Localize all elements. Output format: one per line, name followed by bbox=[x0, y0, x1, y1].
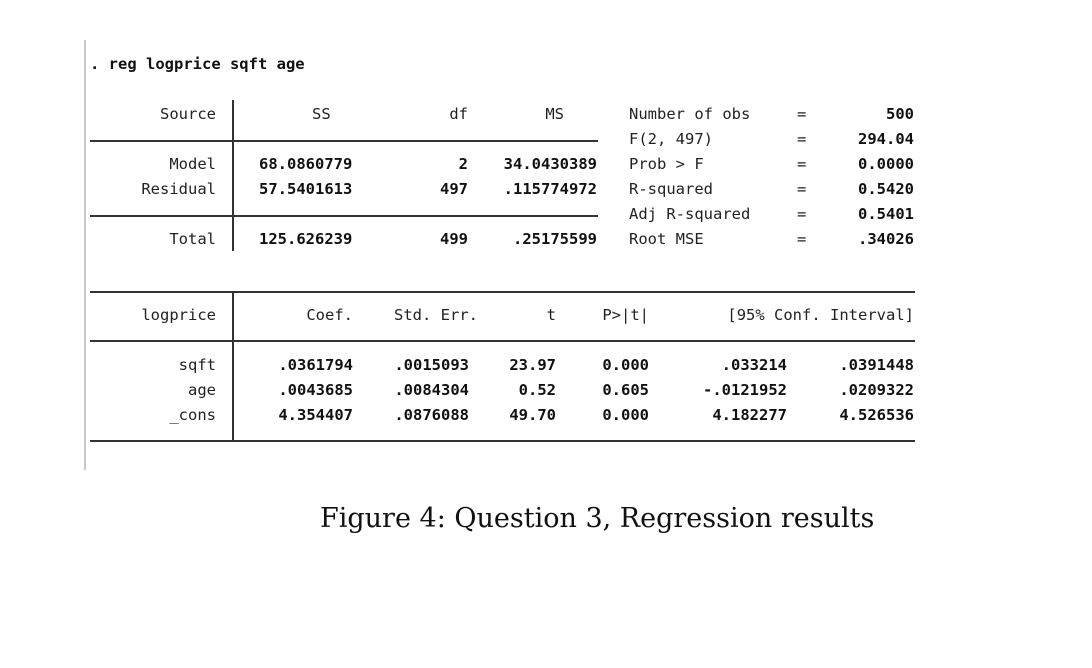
coef-row-var: age bbox=[188, 381, 216, 399]
stat-label: R-squared bbox=[629, 180, 713, 198]
anova-row-ms: 34.0430389 bbox=[503, 155, 597, 173]
stat-value: 0.0000 bbox=[858, 155, 914, 173]
coef-row-se: .0084304 bbox=[394, 381, 469, 399]
stat-label: Adj R-squared bbox=[629, 205, 751, 223]
coef-top-rule bbox=[90, 291, 915, 293]
stat-label: Root MSE bbox=[629, 230, 704, 248]
stat-equals: = bbox=[797, 230, 807, 248]
coef-header-coef: Coef. bbox=[306, 306, 353, 324]
anova-row-source: Residual bbox=[141, 180, 216, 198]
coef-row-t: 49.70 bbox=[509, 406, 556, 424]
anova-total-rule bbox=[90, 215, 598, 217]
coef-row-coef: .0361794 bbox=[278, 356, 353, 374]
stat-value: 294.04 bbox=[858, 130, 914, 148]
anova-header-df: df bbox=[449, 105, 468, 123]
stat-equals: = bbox=[797, 205, 807, 223]
coef-header-ci: [95% Conf. Interval] bbox=[727, 306, 914, 324]
coef-row-p: 0.000 bbox=[602, 356, 649, 374]
coef-header-rule bbox=[90, 340, 915, 342]
coef-row-var: _cons bbox=[169, 406, 216, 424]
anova-row-ss: 57.5401613 bbox=[259, 180, 353, 198]
anova-header-source: Source bbox=[160, 105, 216, 123]
coef-row-se: .0015093 bbox=[394, 356, 469, 374]
stat-value: 0.5401 bbox=[858, 205, 914, 223]
anova-header-ss: SS bbox=[312, 105, 331, 123]
coef-row-var: sqft bbox=[178, 356, 216, 374]
stat-value: 0.5420 bbox=[858, 180, 914, 198]
anova-total-ms: .25175599 bbox=[513, 230, 597, 248]
figure-caption: Figure 4: Question 3, Regression results bbox=[320, 503, 875, 534]
coef-header-depvar: logprice bbox=[141, 306, 216, 324]
anova-vertical-rule bbox=[232, 100, 234, 251]
coef-row-coef: .0043685 bbox=[278, 381, 353, 399]
coef-header-p: P>|t| bbox=[602, 306, 649, 324]
stat-equals: = bbox=[797, 180, 807, 198]
stata-command: . reg logprice sqft age bbox=[90, 55, 305, 73]
coef-row-se: .0876088 bbox=[394, 406, 469, 424]
anova-header-rule bbox=[90, 140, 598, 142]
coef-row-ci-high: 4.526536 bbox=[839, 406, 914, 424]
anova-row-ss: 68.0860779 bbox=[259, 155, 353, 173]
stat-equals: = bbox=[797, 130, 807, 148]
coef-row-ci-low: 4.182277 bbox=[712, 406, 787, 424]
coef-vertical-rule bbox=[232, 291, 234, 441]
anova-total-df: 499 bbox=[440, 230, 468, 248]
stat-label: Prob > F bbox=[629, 155, 704, 173]
anova-row-source: Model bbox=[169, 155, 216, 173]
coef-header-se: Std. Err. bbox=[394, 306, 478, 324]
anova-total-source: Total bbox=[169, 230, 216, 248]
anova-row-df: 2 bbox=[458, 155, 468, 173]
anova-row-df: 497 bbox=[440, 180, 468, 198]
anova-total-ss: 125.626239 bbox=[259, 230, 353, 248]
coef-row-t: 0.52 bbox=[518, 381, 556, 399]
coef-row-p: 0.605 bbox=[602, 381, 649, 399]
anova-row-ms: .115774972 bbox=[503, 180, 597, 198]
coef-bottom-rule bbox=[90, 440, 915, 442]
stat-value: .34026 bbox=[858, 230, 914, 248]
coef-row-ci-low: -.0121952 bbox=[703, 381, 787, 399]
stat-value: 500 bbox=[886, 105, 914, 123]
coef-row-coef: 4.354407 bbox=[278, 406, 353, 424]
coef-header-t: t bbox=[546, 306, 556, 324]
coef-row-t: 23.97 bbox=[509, 356, 556, 374]
coef-row-ci-high: .0391448 bbox=[839, 356, 914, 374]
output-left-rule bbox=[84, 40, 86, 470]
stat-equals: = bbox=[797, 155, 807, 173]
anova-header-ms: MS bbox=[545, 105, 564, 123]
stata-output-panel bbox=[84, 40, 944, 470]
stat-label: Number of obs bbox=[629, 105, 751, 123]
coef-row-ci-high: .0209322 bbox=[839, 381, 914, 399]
coef-row-p: 0.000 bbox=[602, 406, 649, 424]
stat-label: F(2, 497) bbox=[629, 130, 713, 148]
coef-row-ci-low: .033214 bbox=[721, 356, 787, 374]
stat-equals: = bbox=[797, 105, 807, 123]
